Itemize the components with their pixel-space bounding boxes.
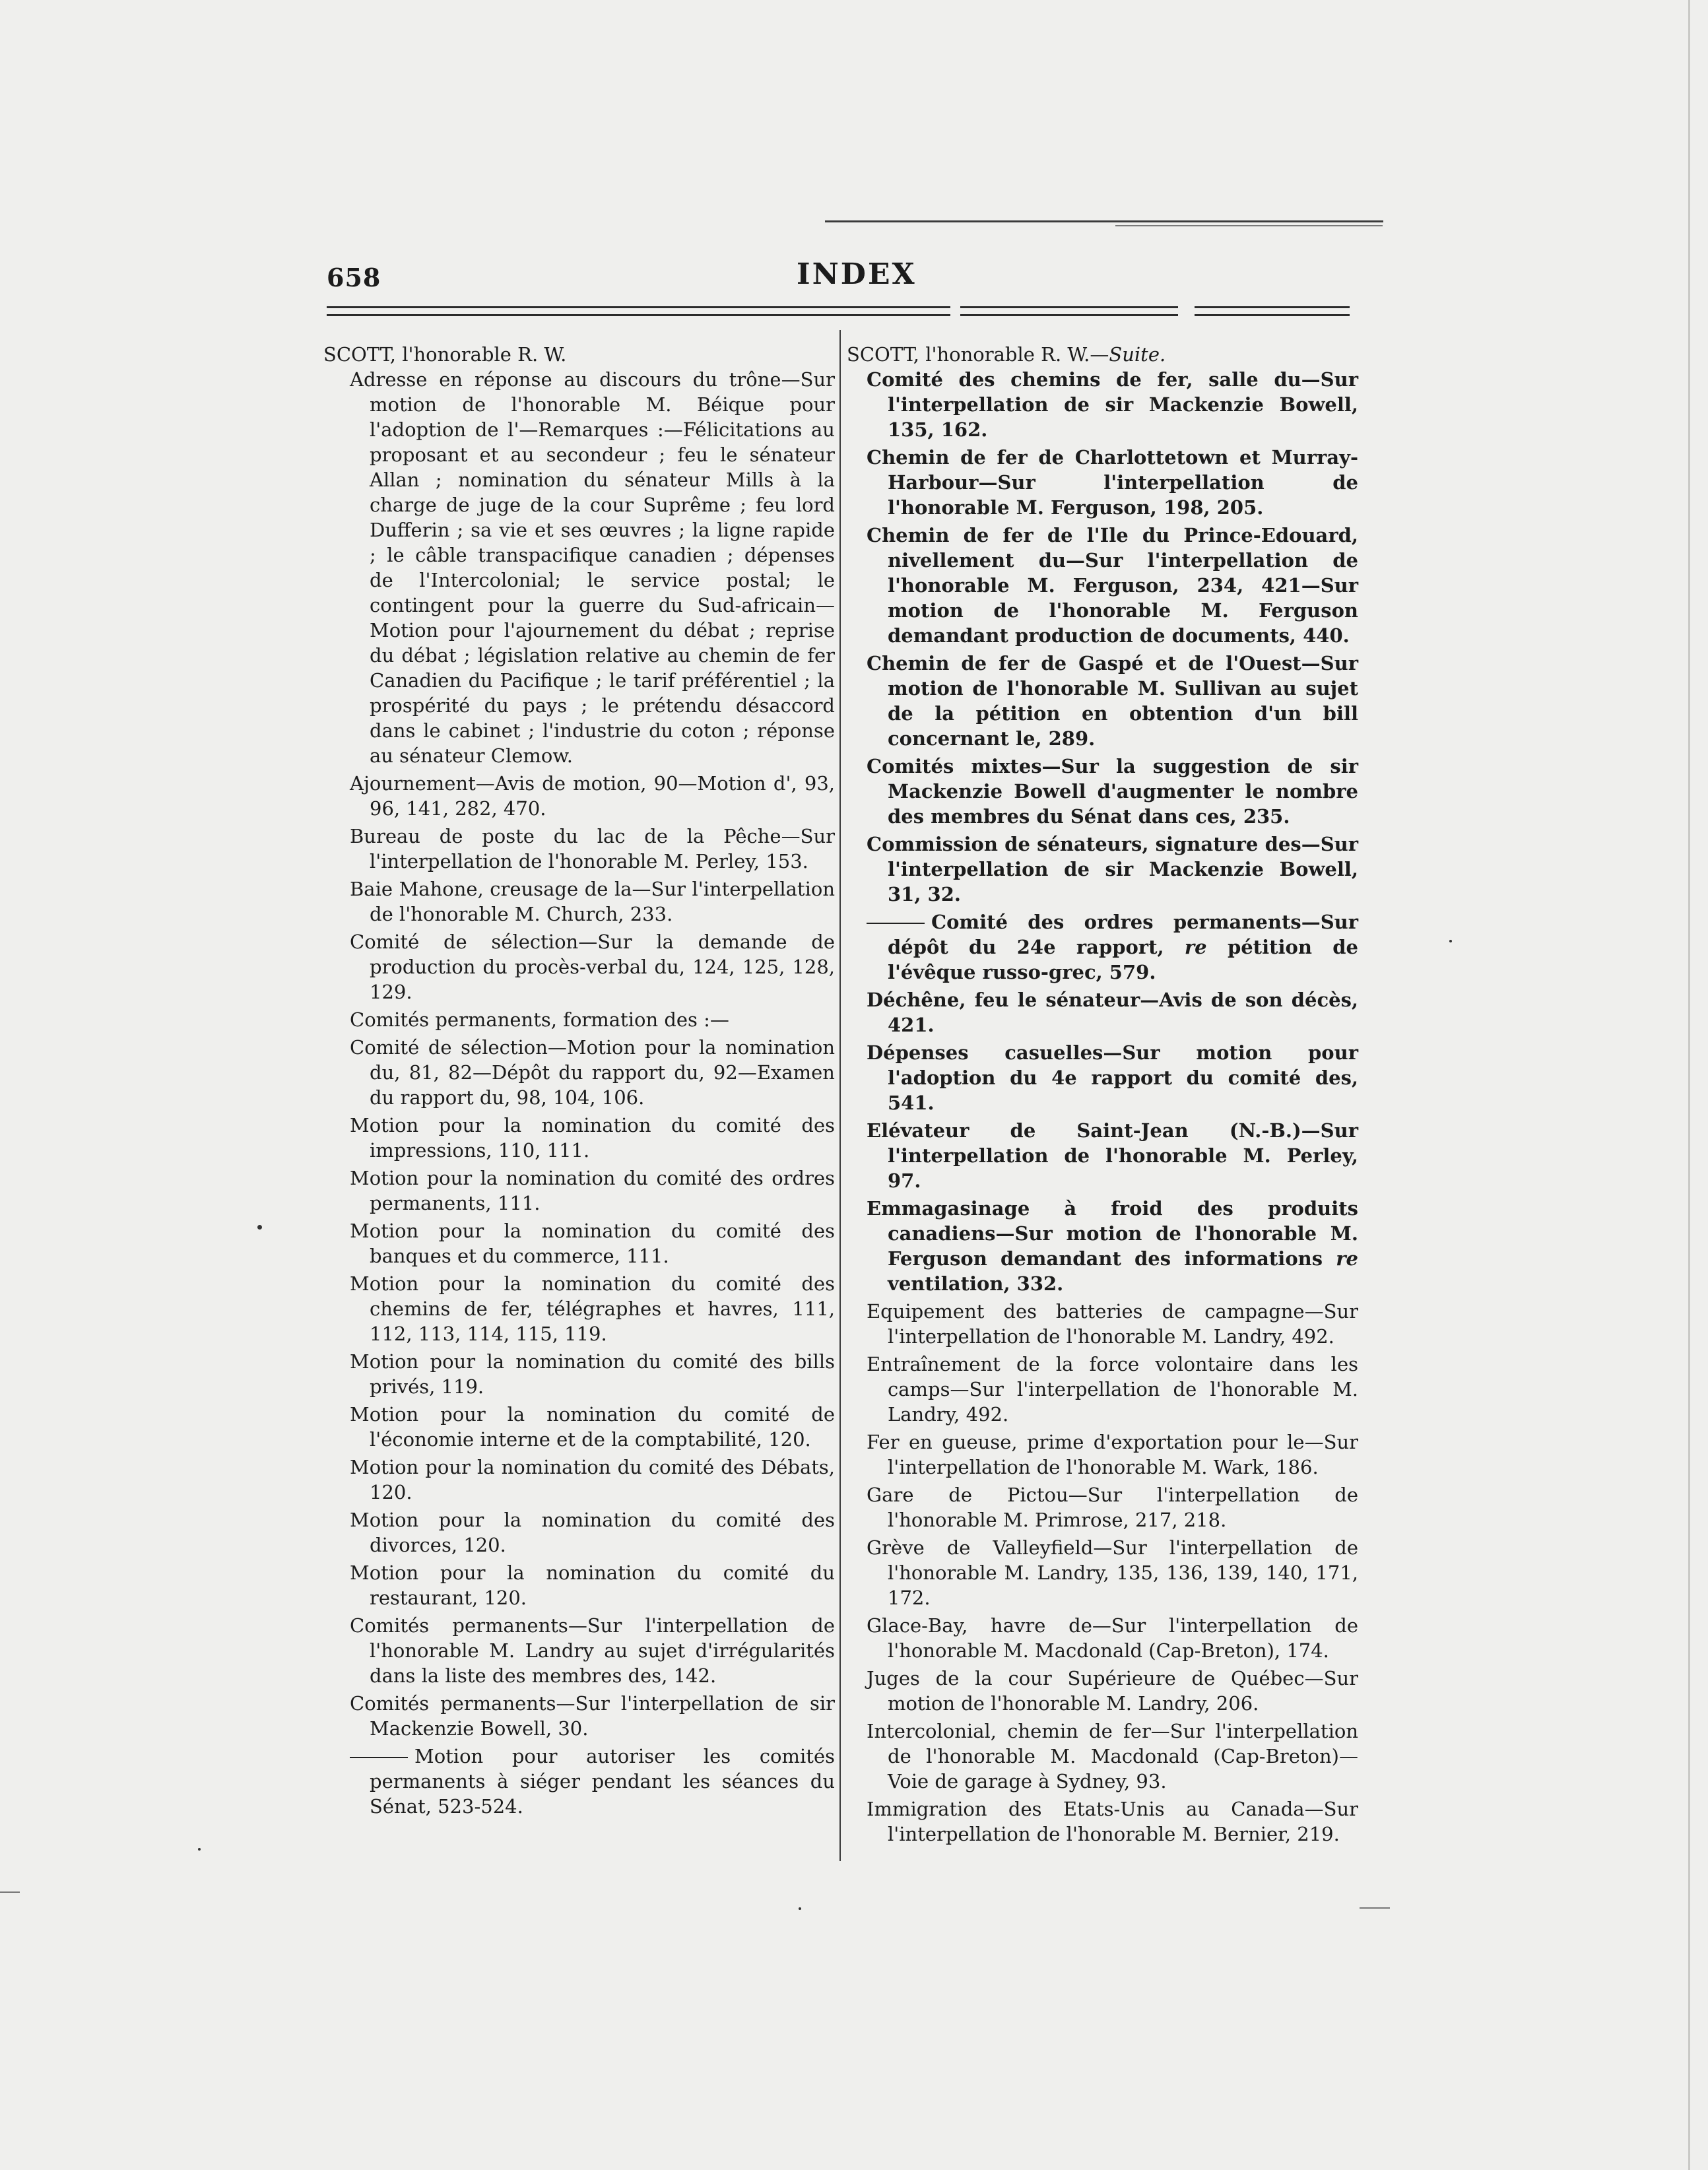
top-rule: [825, 220, 1383, 222]
double-rule-middle: [960, 305, 1178, 318]
index-entry: Motion pour la nomination du comité des chemins de fer, télégraphes et havres, 111, 112, 113, 114, 115, 119.: [350, 1272, 835, 1345]
index-entry: Equipement des batteries de campagne—Sur l'interpellation de l'honorable M. Landry, 492.: [867, 1300, 1358, 1348]
ditto-dash: [350, 1757, 408, 1758]
scan-speck: [1360, 1907, 1390, 1909]
index-entry: Motion pour la nomination du comité des Débats, 120.: [350, 1456, 835, 1503]
left-column: [323, 342, 835, 1822]
index-entry: Comité de sélection—Motion pour la nomination du, 81, 82—Dépôt du rapport du, 92—Examen du rapport du, 98, 104, 106.: [350, 1036, 835, 1109]
index-entry: Motion pour la nomination du comité des bills privés, 119.: [350, 1350, 835, 1398]
index-entry: Motion pour la nomination du comité du restaurant, 120.: [350, 1562, 835, 1609]
index-entry: Comités mixtes—Sur la suggestion de sir Mackenzie Bowell d'augmenter le nombre des membres du Sénat dans ces, 235.: [867, 755, 1358, 828]
running-head: INDEX: [797, 257, 917, 291]
column-divider: [839, 330, 841, 1861]
index-heading-suffix: Suite.: [1109, 343, 1166, 366]
index-heading-continued: [847, 342, 1358, 367]
index-entry: Intercolonial, chemin de fer—Sur l'interpellation de l'honorable M. Macdonald (Cap-Breton)—Voie de garage à Sydney, 93.: [867, 1720, 1358, 1792]
scan-speck: [799, 1907, 801, 1910]
index-entry: Chemin de fer de Charlottetown et Murray-Harbour—Sur l'interpellation de l'honorable M. Ferguson, 198, 205.: [867, 446, 1358, 519]
index-heading-text: SCOTT, l'honorable R. W.—: [847, 343, 1109, 366]
index-entry: Ajournement—Avis de motion, 90—Motion d', 93, 96, 141, 282, 470.: [350, 772, 835, 820]
index-entry-text: Motion pour autoriser les comités permanents à siéger pendant les séances du Sénat, 523-524.: [370, 1745, 835, 1818]
index-entry-re: re: [1184, 936, 1207, 958]
index-entry: Motion pour la nomination du comité de l'économie interne et de la comptabilité, 120.: [350, 1403, 835, 1451]
index-entry-continued: [847, 909, 1358, 985]
index-entry: Motion pour la nomination du comité des divorces, 120.: [350, 1509, 835, 1556]
index-entry: Comité des chemins de fer, salle du—Sur l'interpellation de sir Mackenzie Bowell, 135, 162.: [867, 368, 1358, 441]
index-entry: Motion pour la nomination du comité des banques et du commerce, 111.: [350, 1220, 835, 1267]
page-edge-shadow: [1688, 0, 1690, 2170]
scan-speck: [1449, 940, 1452, 942]
double-rule-left: [327, 305, 950, 318]
index-entry-text: ventilation, 332.: [888, 1272, 1064, 1295]
index-entry: Elévateur de Saint-Jean (N.-B.)—Sur l'interpellation de l'honorable M. Perley, 97.: [867, 1119, 1358, 1192]
ditto-dash: [867, 923, 925, 924]
index-entry: Immigration des Etats-Unis au Canada—Sur l'interpellation de l'honorable M. Bernier, 219.: [867, 1798, 1358, 1845]
index-entry: Adresse en réponse au discours du trône—Sur motion de l'honorable M. Béique pour l'adoption de l'—Remarques :—Félicitations au proposant et au secondeur ; feu le sénateur Allan ; nomination du sénateur Mills à la charge de juge de la cour Suprême ; feu lord Dufferin ; sa vie et ses œuvres ; la ligne rapide ; le câble transpacifique canadien ; dépenses de l'Intercolonial; le service postal; le contingent pour la guerre du Sud-africain—Motion pour l'ajournement du débat ; reprise du débat ; législation relative au chemin de fer Canadien du Pacifique ; le tarif préférentiel ; la prospérité du pays ; le prétendu désaccord dans le cabinet ; l'industrie du coton ; réponse au sénateur Clemow.: [350, 368, 835, 767]
right-column: [847, 342, 1358, 1849]
index-entry: Entraînement de la force volontaire dans les camps—Sur l'interpellation de l'honorable M. Landry, 492.: [867, 1353, 1358, 1426]
index-entry: Fer en gueuse, prime d'exportation pour le—Sur l'interpellation de l'honorable M. Wark, 186.: [867, 1431, 1358, 1478]
scan-speck: [198, 1848, 201, 1851]
double-rule-right: [1195, 305, 1350, 318]
index-entry-text: Emmagasinage à froid des produits canadiens—Sur motion de l'honorable M. Ferguson demandant des informations: [867, 1197, 1358, 1270]
index-entry: Commission de sénateurs, signature des—Sur l'interpellation de sir Mackenzie Bowell, 31, 32.: [867, 833, 1358, 905]
index-entry: Grève de Valleyfield—Sur l'interpellation de l'honorable M. Landry, 135, 136, 139, 140, 171, 172.: [867, 1536, 1358, 1609]
index-entry-continued: [323, 1744, 835, 1819]
index-entry: Motion pour la nomination du comité des ordres permanents, 111.: [350, 1167, 835, 1214]
scan-speck: [257, 1225, 262, 1230]
index-entry: Motion pour la nomination du comité des impressions, 110, 111.: [350, 1114, 835, 1162]
top-rule-thin: [1115, 225, 1383, 226]
index-entry: Chemin de fer de Gaspé et de l'Ouest—Sur motion de l'honorable M. Sullivan au sujet de la pétition en obtention d'un bill concernant le, 289.: [867, 652, 1358, 750]
index-entry: Chemin de fer de l'Ile du Prince-Edouard, nivellement du—Sur l'interpellation de l'honorable M. Ferguson, 234, 421—Sur motion de l'honorable M. Ferguson demandant production de documents, 440.: [867, 524, 1358, 647]
index-entry: Gare de Pictou—Sur l'interpellation de l'honorable M. Primrose, 217, 218.: [867, 1484, 1358, 1531]
page-number: 658: [327, 263, 381, 292]
index-entry: Comités permanents—Sur l'interpellation de l'honorable M. Landry au sujet d'irrégularités dans la liste des membres des, 142.: [350, 1614, 835, 1687]
index-entry: Bureau de poste du lac de la Pêche—Sur l'interpellation de l'honorable M. Perley, 153.: [350, 825, 835, 872]
index-heading: SCOTT, l'honorable R. W.: [323, 343, 567, 366]
index-entry: Déchêne, feu le sénateur—Avis de son décès, 421.: [867, 989, 1358, 1036]
index-entry: [847, 1196, 1358, 1296]
scan-speck: [0, 1891, 20, 1893]
index-entry: Glace-Bay, havre de—Sur l'interpellation de l'honorable M. Macdonald (Cap-Breton), 174.: [867, 1614, 1358, 1662]
index-entry: Comité de sélection—Sur la demande de production du procès-verbal du, 124, 125, 128, 129.: [350, 931, 835, 1003]
index-entry-re: re: [1336, 1247, 1358, 1270]
index-entry: Comités permanents, formation des :—: [350, 1008, 729, 1031]
index-entry: Baie Mahone, creusage de la—Sur l'interpellation de l'honorable M. Church, 233.: [350, 878, 835, 925]
index-entry-text: Comité des ordres permanents—Sur dépôt du 24e rapport,: [888, 911, 1358, 958]
index-entry: Comités permanents—Sur l'interpellation de sir Mackenzie Bowell, 30.: [350, 1692, 835, 1740]
index-entry: Juges de la cour Supérieure de Québec—Sur motion de l'honorable M. Landry, 206.: [867, 1667, 1358, 1715]
index-entry: Dépenses casuelles—Sur motion pour l'adoption du 4e rapport du comité des, 541.: [867, 1041, 1358, 1114]
index-entry-text: pétition de l'évêque russo-grec, 579.: [888, 936, 1358, 983]
